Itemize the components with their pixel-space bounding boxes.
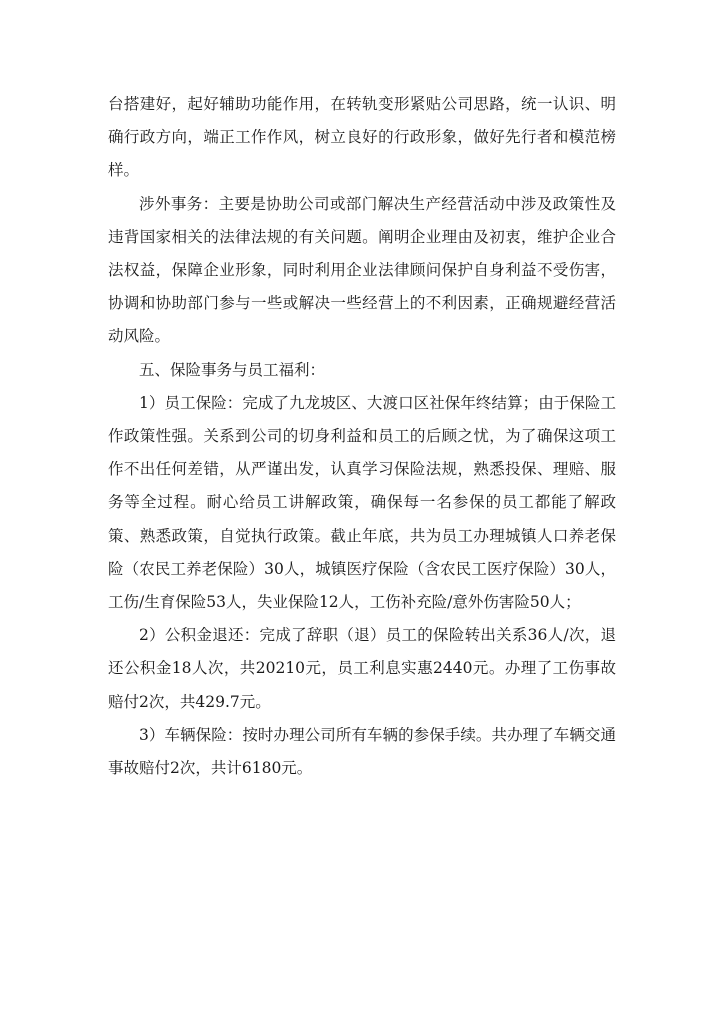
paragraph-housing-fund: 2）公积金退还：完成了辞职（退）员工的保险转出关系36人/次，退还公积金18人次，共20210元，员工利息实惠2440元。办理了工伤事故赔付2次，共429.7元。 bbox=[108, 626, 616, 711]
paragraph-employee-insurance: 1）员工保险：完成了九龙坡区、大渡口区社保年终结算；由于保险工作政策性强。关系到公司的切身利益和员工的后顾之忧，为了确保这项工作不出任何差错，从严谨出发，认真学习保险法规，熟悉投保、理赔、服务等全过程。耐心给员工讲解政策，确保每一名参保的员工都能了解政策、熟悉政策，自觉执行政策。截止年底，共为员工办理城镇人口养老保险（农民工养老保险）30人，城镇医疗保险（含农民工医疗保险）30人，工伤/生育保险53人，失业保险12人，工伤补充险/意外伤害险50人； bbox=[108, 393, 616, 612]
paragraph-foreign-affairs: 涉外事务：主要是协助公司或部门解决生产经营活动中涉及政策性及违背国家相关的法律法规的有关问题。阐明企业理由及初衷，维护企业合法权益，保障企业形象，同时利用企业法律顾问保护自身利益不受伤害，协调和协助部门参与一些或解决一些经营上的不利因素，正确规避经营活动风险。 bbox=[108, 194, 616, 346]
paragraph-continuation: 台搭建好，起好辅助功能作用，在转轨变形紧贴公司思路，统一认识、明确行政方向，端正工作作风，树立良好的行政形象，做好先行者和模范榜样。 bbox=[108, 95, 616, 180]
document-body bbox=[108, 88, 616, 785]
section-heading-insurance: 五、保险事务与员工福利： bbox=[139, 360, 326, 379]
paragraph-vehicle-insurance: 3）车辆保险：按时办理公司所有车辆的参保手续。共办理了车辆交通事故赔付2次，共计6180元。 bbox=[108, 725, 616, 778]
